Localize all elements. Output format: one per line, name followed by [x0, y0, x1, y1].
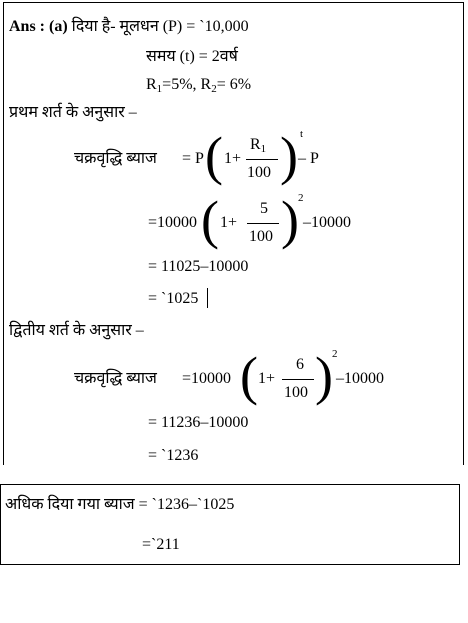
step1-numerator: 5: [260, 200, 268, 217]
formula-eq-p: = P: [182, 150, 204, 167]
fraction-bar: [282, 379, 314, 380]
step1-denominator: 100: [249, 228, 273, 245]
step1-exponent: 2: [298, 192, 304, 204]
formula-denominator: 100: [247, 164, 271, 181]
answer-header: [9, 18, 249, 36]
formula2-denominator: 100: [284, 384, 308, 401]
right-paren: ): [281, 190, 299, 250]
extra-interest-result: =`211: [142, 536, 180, 553]
text-cursor: [207, 288, 208, 308]
formula2-numerator: 6: [296, 356, 304, 373]
step1-one-plus: 1+: [220, 214, 238, 231]
formula2-exponent: 2: [332, 348, 338, 360]
step4: = 11236–10000: [148, 414, 249, 431]
right-paren: ): [315, 346, 333, 406]
extra-interest-line: अधिक दिया गया ब्याज = `1236–`1025: [5, 496, 235, 513]
formula-one-plus: 1+: [224, 150, 242, 167]
formula-lhs: चक्रवृद्धि ब्याज: [74, 150, 157, 167]
step1-prefix: =10000: [148, 214, 198, 231]
step5: = `1236: [148, 447, 199, 464]
step1-tail: –10000: [303, 214, 351, 231]
fraction-bar: [247, 223, 279, 224]
answer-label: Ans : (a): [9, 18, 68, 35]
step2: = 11025–10000: [148, 258, 249, 275]
condition-two-heading: द्वितीय शर्त के अनुसार –: [9, 322, 144, 339]
left-paren: (: [205, 126, 223, 186]
time-given: समय (t) = 2वर्ष: [146, 48, 238, 65]
left-paren: (: [240, 346, 258, 406]
fraction-bar: [246, 159, 278, 160]
formula2-lhs: चक्रवृद्धि ब्याज: [74, 370, 157, 387]
formula2-tail: –10000: [336, 370, 384, 387]
formula-exponent: t: [300, 128, 304, 140]
formula-numerator: $R_1$: [250, 136, 267, 155]
formula2-prefix: =10000: [182, 370, 232, 387]
given-principal: दिया है- मूलधन (P) = `10,000: [71, 18, 249, 35]
rates-given: $R_1=5\%$, $R_2= 6\%$: [146, 76, 252, 95]
right-paren: ): [280, 126, 298, 186]
left-paren: (: [201, 190, 219, 250]
condition-one-heading: प्रथम शर्त के अनुसार –: [9, 104, 137, 121]
formula2-one-plus: 1+: [258, 370, 276, 387]
step3: = `1025: [148, 290, 199, 307]
formula-tail: – P: [298, 150, 319, 167]
answer-box-top: [3, 2, 464, 465]
